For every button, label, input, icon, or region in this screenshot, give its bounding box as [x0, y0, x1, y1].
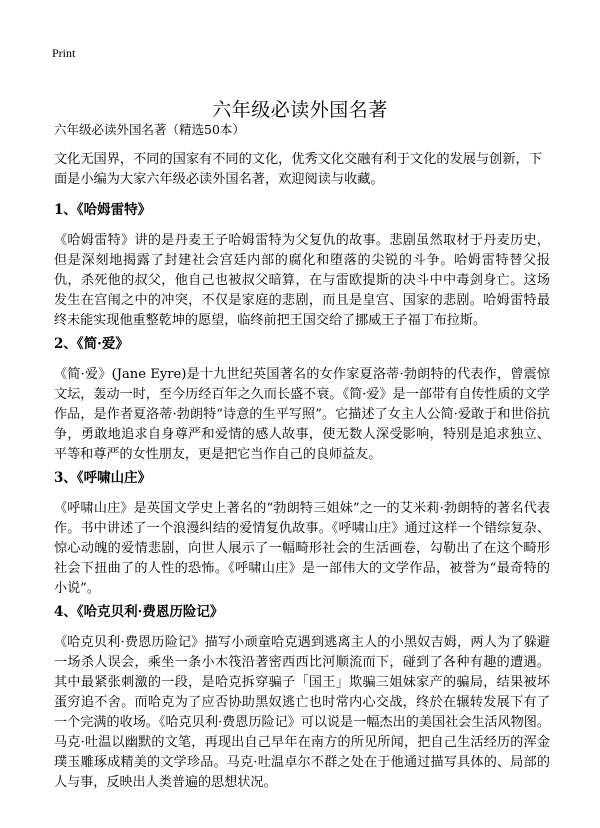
section-heading: 4、《哈克贝利·费恩历险记》 [54, 604, 224, 620]
section-hamlet [54, 198, 550, 331]
section-heading: 1、《哈姆雷特》 [54, 202, 152, 218]
section-body: 《呼啸山庄》是英国文学史上著名的“勃朗特三姐妹”之一的艾米莉·勃朗特的著名代表作。书中讲述了一个浪漫纠结的爱情复仇故事。《呼啸山庄》通过这样一个错综复杂、惊心动魄的爱情悲剧，向世人展示了一幅畸形社会的生活画卷，勾勒出了在这个畸形社会下扭曲了的人性的恐怖。《呼啸山庄》是一部伟大的文学作品，被誉为“最奇特的小说”。 [54, 501, 550, 596]
section-body: 《简·爱》(Jane Eyre)是十九世纪英国著名的女作家夏洛蒂·勃朗特的代表作，曾震惊文坛，轰动一时，至今历经百年之久而长盛不衰。《简·爱》是一部带有自传性质的文学作品，是作者夏洛蒂·勃朗特“诗意的生平写照”。它描述了女主人公简·爱敢于和世俗抗争，勇敢地追求自身尊严和爱情的感人故事，使无数人深受影响，特别是追求独立、平等和尊严的女性朋友，更是把它当作自己的良师益友。 [54, 367, 550, 462]
intro-paragraph: 文化无国界，不同的国家有不同的文化，优秀文化交融有利于文化的发展与创新，下面是小编为大家六年级必读外国名著，欢迎阅读与收藏。 [54, 152, 542, 187]
print-label: Print [52, 46, 76, 60]
page-title: 六年级必读外国名著 [212, 98, 388, 121]
section-heading: 2、《简·爱》 [54, 336, 129, 352]
section-heading: 3、《呼啸山庄》 [54, 470, 152, 486]
section-huckleberry-finn [54, 600, 550, 793]
page-subtitle: 六年级必读外国名著（精选50本） [54, 122, 245, 137]
section-jane-eyre [54, 332, 550, 465]
section-body: 《哈姆雷特》讲的是丹麦王子哈姆雷特为父复仇的故事。悲剧虽然取材于丹麦历史，但是深刻地揭露了封建社会宫廷内部的腐化和堕落的尖锐的斗争。哈姆雷特替父报仇，杀死他的叔父，他自己也被叔父暗算，在与雷欧提斯的决斗中中毒剑身亡。这场发生在宫闱之中的冲突，不仅是家庭的悲剧，而且是皇宫、国家的悲剧。哈姆雷特最终未能实现他重整乾坤的愿望，临终前把王国交给了挪威王子福丁布拉斯。 [54, 233, 550, 328]
section-wuthering-heights [54, 466, 550, 599]
section-body: 《哈克贝利·费恩历险记》描写小顽童哈克遇到逃离主人的小黑奴吉姆，两人为了躲避一场杀人误会，乘坐一条小木筏沿著密西西比河顺流而下，碰到了各种有趣的遭遇。其中最紧张刺激的一段，是哈克拆穿骗子「国王」欺骗三姐妹家产的骗局，结果被坏蛋穷追不舍。而哈克为了应否协助黑奴逃亡也时常内心交战，终於在辗转发展下有了一个完满的收场。《哈克贝利·费恩历险记》可以说是一幅杰出的美国社会生活风物图。马克·吐温以幽默的文笔，再现出自己早年在南方的所见所闻，把自己生活经历的浑金璞玉雕琢成精美的文学珍品。马克·吐温卓尔不群之处在于他通过描写具体的、局部的人与事，反映出人类普遍的思想状况。 [54, 635, 550, 790]
